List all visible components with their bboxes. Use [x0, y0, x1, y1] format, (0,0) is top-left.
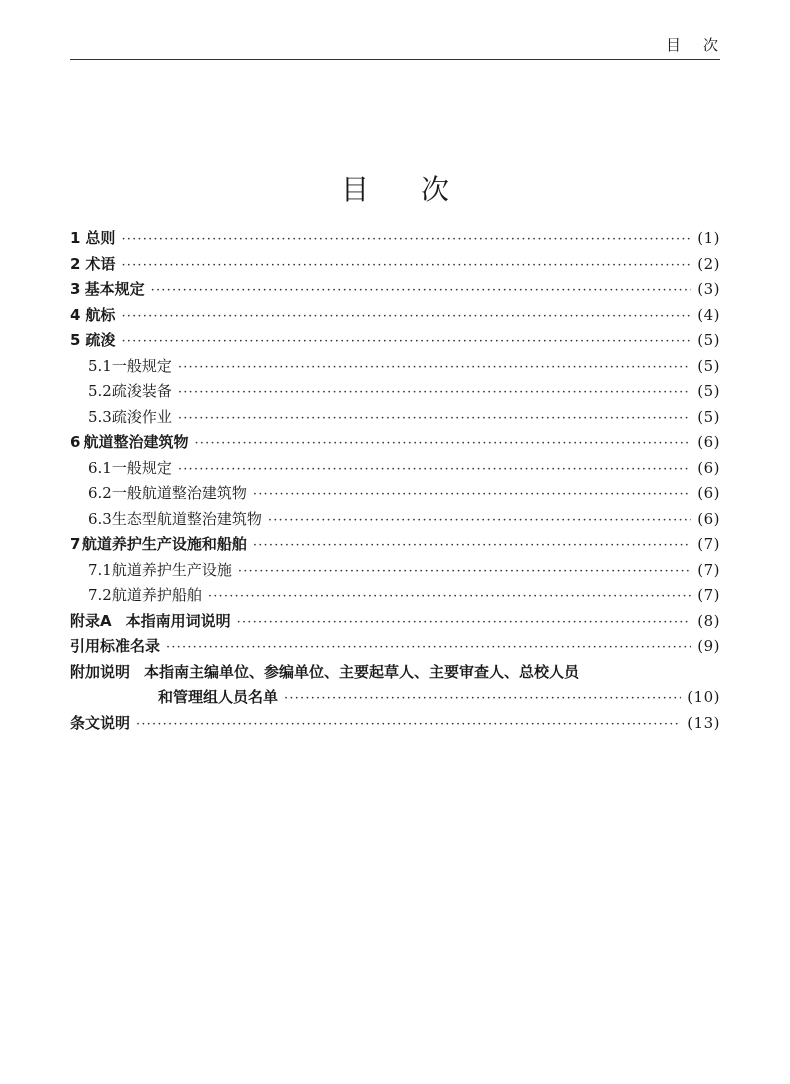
toc-number: 7.1: [88, 560, 112, 579]
toc-number: 6.3: [88, 509, 112, 528]
toc-entry[interactable]: [70, 558, 720, 584]
toc-number: 7.2: [88, 586, 112, 604]
toc-page: (1): [697, 229, 720, 247]
toc-label: 和管理组人员名单: [158, 688, 279, 706]
dot-leader: [178, 380, 691, 406]
toc-entry[interactable]: [70, 456, 720, 482]
toc-entry[interactable]: [70, 481, 720, 507]
toc-number: 6.1: [88, 458, 112, 477]
dot-leader: [194, 431, 691, 457]
toc-label: 一般航道整治建筑物: [111, 484, 247, 502]
toc-label: 生态型航道整治建筑物: [111, 509, 262, 528]
header-rule: [70, 59, 720, 60]
dot-leader: [178, 457, 691, 483]
dot-leader: [121, 329, 691, 355]
toc-entry[interactable]: [70, 226, 720, 252]
toc-label: 术语: [85, 254, 116, 273]
dot-leader: [238, 559, 691, 585]
toc-entry[interactable]: [70, 634, 720, 660]
toc-number: 5.1: [88, 356, 112, 375]
toc-number: 附加说明: [70, 662, 131, 681]
toc-page: (6): [697, 458, 720, 477]
dot-leader: [121, 304, 691, 330]
dot-leader: [166, 635, 691, 661]
toc-page: (5): [697, 356, 720, 375]
toc-number: 1: [70, 229, 81, 247]
toc-label: 本指南主编单位、参编单位、主要起草人、主要审查人、总校人员: [144, 662, 580, 681]
toc-page: (13): [687, 713, 720, 732]
toc-page: (5): [697, 382, 720, 400]
toc-entry[interactable]: [70, 609, 720, 635]
toc-number: 6.2: [88, 484, 112, 502]
toc-label: 基本规定: [84, 280, 145, 298]
dot-leader: [121, 253, 691, 279]
toc-entry[interactable]: [70, 711, 720, 737]
dot-leader: [268, 508, 691, 534]
toc-label: 航标: [85, 305, 116, 324]
toc-entry[interactable]: [70, 379, 720, 405]
toc-page: (7): [697, 586, 720, 604]
toc-number: 5.3: [88, 407, 112, 426]
toc-label: 航道整治建筑物: [83, 433, 189, 451]
page-title: 目次: [340, 173, 501, 206]
toc-entry-continuation[interactable]: [70, 685, 720, 711]
toc-page: (7): [697, 560, 720, 579]
toc-label: 疏浚: [85, 331, 116, 349]
toc-page: (7): [697, 535, 720, 553]
toc-entry[interactable]: [70, 660, 720, 686]
toc-entry[interactable]: [70, 328, 720, 354]
toc-entry[interactable]: [70, 277, 720, 303]
toc-page: (9): [697, 637, 720, 655]
toc-entry[interactable]: [70, 507, 720, 533]
running-header: 目次: [665, 36, 740, 54]
toc-page: (6): [697, 509, 720, 528]
toc-label: 总则: [85, 229, 116, 247]
toc-entry[interactable]: [70, 303, 720, 329]
toc-page: (8): [697, 611, 720, 630]
dot-leader: [284, 686, 681, 712]
toc-number: 7: [70, 535, 81, 553]
toc-page: (10): [687, 688, 720, 706]
toc-label: 航道养护船舶: [111, 586, 202, 604]
toc-number: 5.2: [88, 382, 112, 400]
toc-page: (3): [697, 280, 720, 298]
toc-label: 航道养护生产设施: [111, 560, 232, 579]
toc-entry[interactable]: [70, 532, 720, 558]
toc-number: 3: [70, 280, 81, 298]
toc-number: 5: [70, 331, 81, 349]
toc-entry[interactable]: [70, 405, 720, 431]
toc-entry[interactable]: [70, 354, 720, 380]
toc-number: 6: [70, 433, 81, 451]
dot-leader: [178, 406, 691, 432]
toc-label: 一般规定: [111, 356, 172, 375]
toc-label: 疏浚作业: [111, 407, 172, 426]
toc-page: (2): [697, 254, 720, 273]
toc-label: 航道养护生产设施和船舶: [81, 535, 247, 553]
toc-label: 条文说明: [70, 713, 131, 732]
dot-leader: [136, 712, 681, 738]
toc-number: 附录A: [70, 611, 112, 630]
dot-leader: [253, 482, 691, 508]
toc-entry[interactable]: [70, 583, 720, 609]
dot-leader: [253, 533, 691, 559]
toc-number: 2: [70, 254, 81, 273]
toc-page: (6): [697, 433, 720, 451]
dot-leader: [237, 610, 692, 636]
toc-page: (4): [697, 305, 720, 324]
dot-leader: [121, 227, 691, 253]
toc-entry[interactable]: [70, 252, 720, 278]
toc-label: 引用标准名录: [70, 637, 161, 655]
toc-entry[interactable]: [70, 430, 720, 456]
toc-page: (6): [697, 484, 720, 502]
toc-page: (5): [697, 331, 720, 349]
dot-leader: [178, 355, 691, 381]
toc-label: 本指南用词说明: [125, 611, 231, 630]
table-of-contents: [70, 226, 720, 736]
dot-leader: [208, 584, 691, 610]
toc-label: 一般规定: [111, 458, 172, 477]
dot-leader: [151, 278, 692, 304]
toc-number: 4: [70, 305, 81, 324]
toc-page: (5): [697, 407, 720, 426]
toc-label: 疏浚装备: [111, 382, 172, 400]
